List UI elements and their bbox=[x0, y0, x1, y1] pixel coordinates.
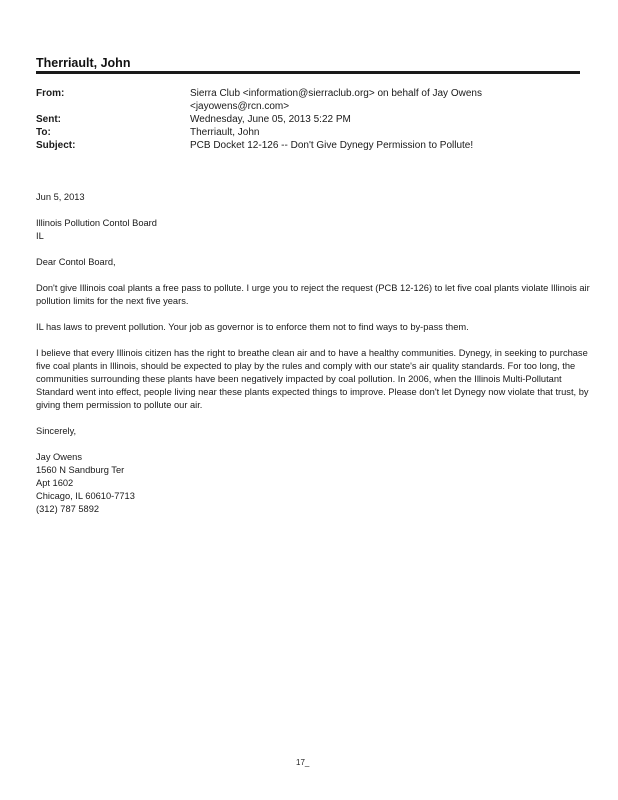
signature-apt: Apt 1602 bbox=[36, 478, 74, 488]
to-label: To: bbox=[36, 127, 51, 138]
signature-block bbox=[36, 451, 592, 516]
letter-date: Jun 5, 2013 bbox=[36, 192, 85, 202]
recipient-line-2: IL bbox=[36, 231, 44, 241]
signature-phone: (312) 787 5892 bbox=[36, 504, 100, 514]
body-paragraph: Don't give Illinois coal plants a free pass to pollute. I urge you to reject the request (PCB 12-126) to let five coal plants violate Illinois air pollution limits for the next five years. bbox=[36, 283, 590, 306]
header-row-from bbox=[36, 87, 530, 113]
signature-city: Chicago, IL 60610-7713 bbox=[36, 491, 135, 501]
signature-street: 1560 N Sandburg Ter bbox=[36, 465, 125, 475]
salutation: Dear Contol Board, bbox=[36, 257, 116, 267]
sent-value: Wednesday, June 05, 2013 5:22 PM bbox=[190, 114, 351, 125]
email-owner-title: Therriault, John bbox=[36, 56, 131, 70]
signature-name: Jay Owens bbox=[36, 452, 82, 462]
from-label: From: bbox=[36, 88, 65, 99]
header-rule bbox=[36, 71, 580, 74]
body-paragraph: I believe that every Illinois citizen has the right to breathe clean air and to have a healthy communities. Dynegy, in seeking to purchase five coal plants in Illinois, should be expected to play by the rules and comply with our state's air quality standards. For too long, the communities surrounding these plants have been negatively impacted by coal pollution. In 2006, when the Illinois Multi-Pollutant Standard went into effect, people living near these plants expected things to improve. Please don't let Dynegy now violate that trust, by giving them permission to pollute our air. bbox=[36, 348, 589, 410]
closing: Sincerely, bbox=[36, 426, 77, 436]
subject-value: PCB Docket 12-126 -- Don't Give Dynegy Permission to Pollute! bbox=[190, 140, 474, 151]
email-header-block bbox=[36, 87, 530, 152]
header-row-to bbox=[36, 126, 530, 139]
sent-label: Sent: bbox=[36, 114, 61, 125]
header-row-subject bbox=[36, 139, 530, 152]
subject-label: Subject: bbox=[36, 140, 76, 151]
page-number: 17_ bbox=[296, 758, 310, 767]
to-value: Therriault, John bbox=[190, 127, 260, 138]
header-row-sent bbox=[36, 113, 530, 126]
email-body bbox=[36, 191, 592, 516]
recipient-line-1: Illinois Pollution Contol Board bbox=[36, 218, 157, 228]
from-value: Sierra Club <information@sierraclub.org> on behalf of Jay Owens <jayowens@rcn.com> bbox=[190, 88, 482, 112]
body-paragraph: IL has laws to prevent pollution. Your job as governor is to enforce them not to find ways to by-pass them. bbox=[36, 322, 469, 332]
